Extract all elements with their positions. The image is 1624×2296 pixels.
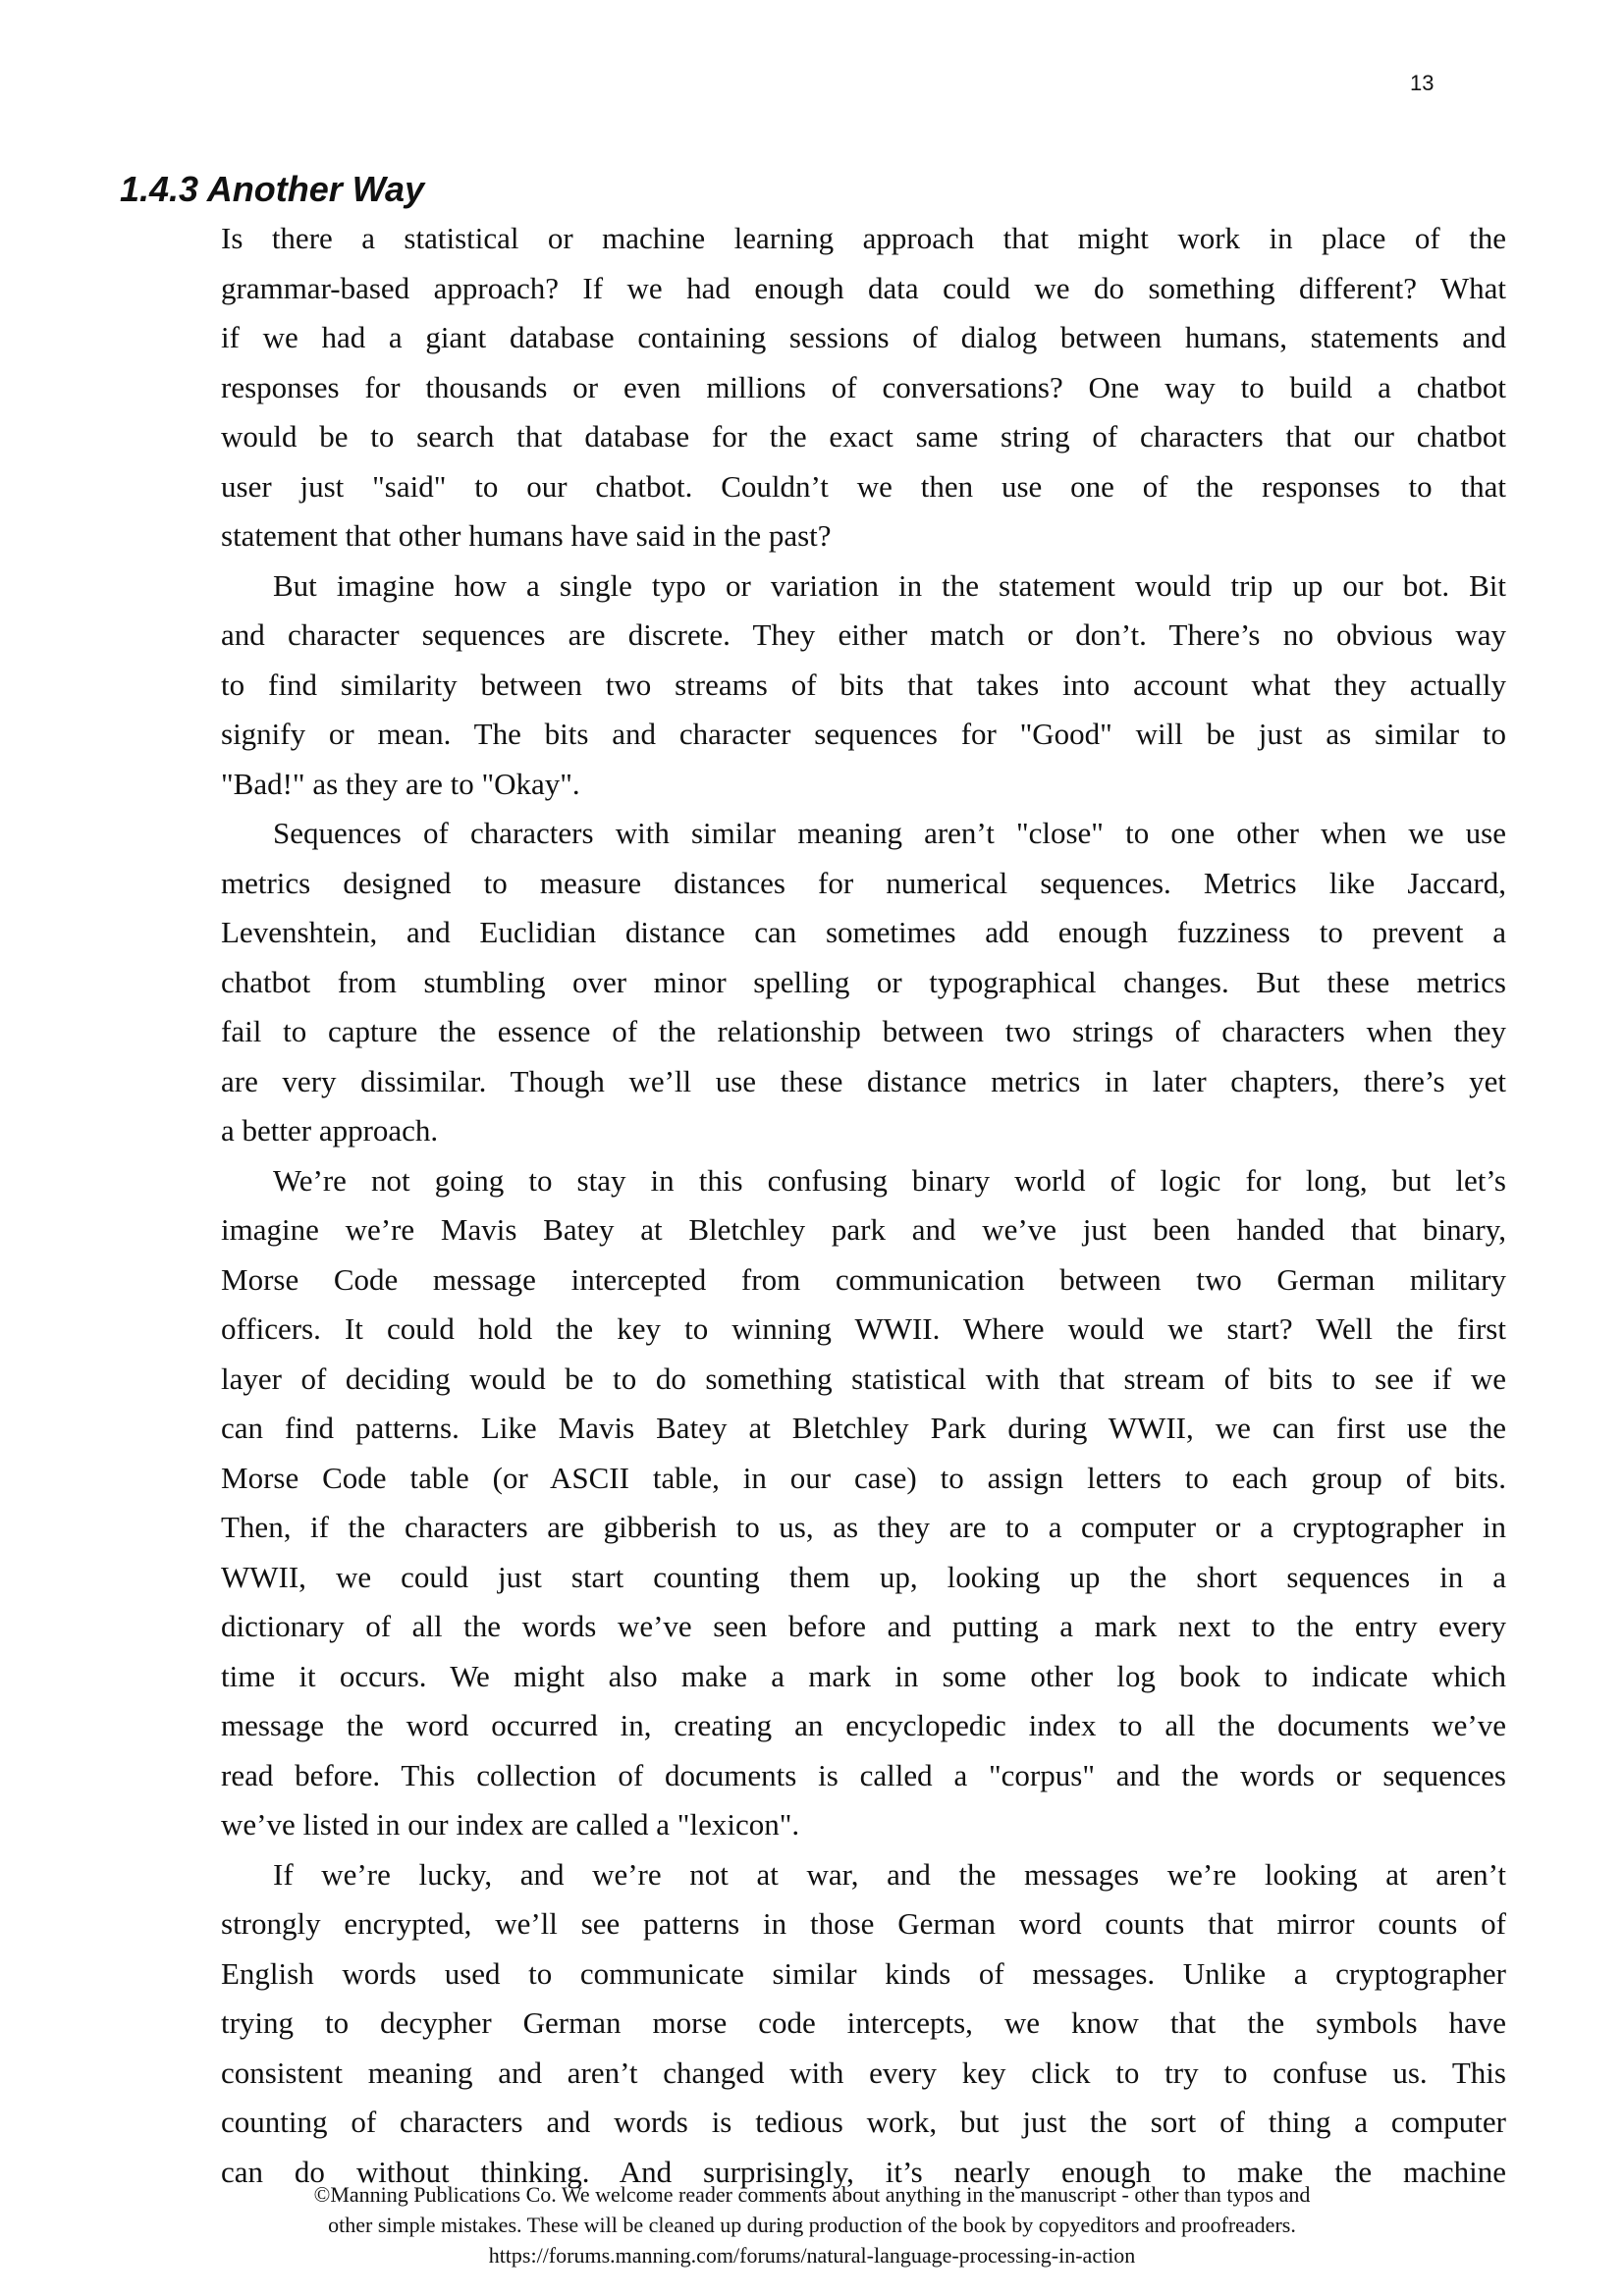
section-heading: 1.4.3 Another Way <box>120 169 425 209</box>
text-line: dictionary of all the words we’ve seen before and putting a mark next to the entry every <box>221 1609 1506 1643</box>
footer-note: other simple mistakes. These will be cleaned up during production of the book by copyeditors and proofreaders. <box>328 2213 1296 2237</box>
text-line: can do without thinking. And surprisingly, it’s nearly enough to make the machine <box>221 2154 1506 2189</box>
text-line: statement that other humans have said in the past? <box>221 518 832 553</box>
page-number: 13 <box>1410 71 1435 95</box>
paragraph <box>221 1156 1506 1850</box>
text-line: English words used to communicate similar kinds of messages. Unlike a cryptographer <box>221 1955 1506 1991</box>
text-line: Levenshtein, and Euclidian distance can sometimes add enough fuzziness to prevent a <box>221 915 1506 949</box>
text-line: Morse Code message intercepted from communication between two German military <box>221 1261 1506 1297</box>
paragraph <box>221 809 1506 1156</box>
text-line: can find patterns. Like Mavis Batey at Bletchley Park during WWII, we can first use the <box>221 1411 1506 1445</box>
footer-copyright: ©Manning Publications Co. We welcome reader comments about anything in the manuscript - other than typos and <box>313 2182 1311 2207</box>
text-line: time it occurs. We might also make a mark in some other log book to indicate which <box>221 1658 1506 1693</box>
text-line: counting of characters and words is tedious work, but just the sort of thing a computer <box>221 2105 1506 2139</box>
footer <box>0 2179 1624 2270</box>
text-line: trying to decypher German morse code intercepts, we know that the symbols have <box>221 2005 1506 2040</box>
text-line: strongly encrypted, we’ll see patterns in those German word counts that mirror counts of <box>221 1906 1506 1941</box>
text-line: would be to search that database for the exact same string of characters that our chatbot <box>221 419 1506 454</box>
text-line: are very dissimilar. Though we’ll use these distance metrics in later chapters, there’s yet <box>221 1063 1506 1098</box>
body-text <box>221 214 1506 2197</box>
text-line: chatbot from stumbling over minor spelling or typographical changes. But these metrics <box>221 964 1506 999</box>
text-line: WWII, we could just start counting them up, looking up the short sequences in a <box>221 1559 1506 1594</box>
text-line: fail to capture the essence of the relationship between two strings of characters when they <box>221 1014 1506 1048</box>
text-line: a better approach. <box>221 1113 439 1148</box>
text-line: we’ve listed in our index are called a "lexicon". <box>221 1807 800 1842</box>
text-line: officers. It could hold the key to winning WWII. Where would we start? Well the first <box>221 1311 1506 1346</box>
text-line: and character sequences are discrete. They either match or don’t. There’s no obvious way <box>221 617 1506 652</box>
text-line: If we’re lucky, and we’re not at war, and the messages we’re looking at aren’t <box>273 1856 1506 1892</box>
text-line: Is there a statistical or machine learning approach that might work in place of the <box>221 221 1506 255</box>
text-line: if we had a giant database containing sessions of dialog between humans, statements and <box>221 320 1506 354</box>
text-line: user just "said" to our chatbot. Couldn’t we then use one of the responses to that <box>221 468 1506 504</box>
text-line: responses for thousands or even millions of conversations? One way to build a chatbot <box>221 369 1506 404</box>
text-line: Then, if the characters are gibberish to us, as they are to a computer or a cryptographer in <box>221 1510 1506 1544</box>
paragraph <box>221 1850 1506 2198</box>
text-line: "Bad!" as they are to "Okay". <box>221 766 580 801</box>
text-line: Morse Code table (or ASCII table, in our case) to assign letters to each group of bits. <box>221 1460 1506 1495</box>
text-line: read before. This collection of documents is called a "corpus" and the words or sequences <box>221 1757 1506 1792</box>
text-line: Sequences of characters with similar meaning aren’t "close" to one other when we use <box>273 816 1506 850</box>
text-line: layer of deciding would be to do something statistical with that stream of bits to see if we <box>221 1361 1506 1396</box>
text-line: metrics designed to measure distances for numerical sequences. Metrics like Jaccard, <box>221 865 1506 900</box>
text-line: imagine we’re Mavis Batey at Bletchley park and we’ve just been handed that binary, <box>221 1212 1506 1247</box>
text-line: to find similarity between two streams of bits that takes into account what they actually <box>221 667 1506 702</box>
text-line: We’re not going to stay in this confusing binary world of logic for long, but let’s <box>273 1162 1506 1198</box>
text-line: signify or mean. The bits and character sequences for "Good" will be just as similar to <box>221 717 1506 751</box>
paragraph <box>221 561 1506 810</box>
text-line: consistent meaning and aren’t changed with every key click to try to confuse us. This <box>221 2055 1506 2090</box>
text-line: grammar-based approach? If we had enough data could we do something different? What <box>221 270 1506 305</box>
text-line: But imagine how a single typo or variation in the statement would trip up our bot. Bit <box>273 567 1506 603</box>
paragraph <box>221 214 1506 561</box>
text-line: message the word occurred in, creating an encyclopedic index to all the documents we’ve <box>221 1708 1506 1742</box>
footer-url[interactable]: https://forums.manning.com/forums/natural-language-processing-in-action <box>488 2243 1136 2268</box>
